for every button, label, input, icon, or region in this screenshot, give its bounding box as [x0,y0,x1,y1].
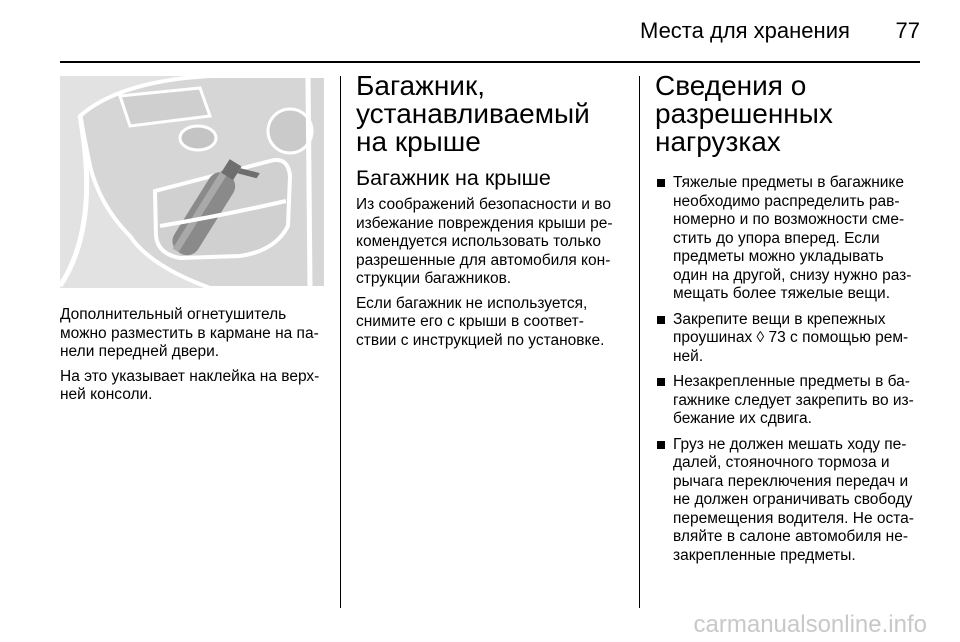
left-column [60,76,326,411]
watermark: carmanualsonline.info [693,611,927,638]
list-item-text: Груз не должен мешать ходу пе-далей, стояночного тормоза и рычага переключения передач и не должен ограничивать свободу перемещения водителя. Не оста-вляйте в салоне автомобиля не-закрепленные предметы. [673,435,914,564]
section-heading: Сведения о разрешенных нагрузках [655,70,833,157]
bullet-square-icon [657,441,665,449]
column-divider [639,76,640,608]
header-divider [60,61,920,63]
list-item [655,311,920,367]
right-column [655,72,920,572]
list-item-text: Тяжелые предметы в багажнике необходимо распределить рав-номерно и по возможности сме-стить до упора вперед. Если предметы можно укладывать один на другой, снизу нужно раз-мещать более тяжелые вещи. [673,174,912,302]
list-item [655,436,920,566]
body-paragraph: Дополнительный огнетушитель можно разместить в кармане на па-нели передней двери. [60,306,319,360]
body-paragraph: Если багажник не используется, снимите его с крыши в соответ-ствии с инструкцией по установке. [356,294,605,349]
list-item [655,373,920,429]
bullet-square-icon [657,179,665,187]
bullet-square-icon [657,378,665,386]
page-header-title: Места для хранения [640,18,850,43]
page-number: 77 [895,18,920,43]
column-divider [340,76,341,608]
door-panel-fire-extinguisher-illustration [60,76,326,288]
section-subheading: Багажник на крыше [356,166,551,190]
list-item-text: Закрепите вещи в крепежных проушинах ◊ 73 с помощью рем-ней. [673,310,909,365]
body-paragraph: Из соображений безопасности и во избежание повреждения крыши ре-комендуется использовать только разрешенные для автомобиля кон-струкции багажников. [356,196,613,287]
load-rules-list [655,174,920,565]
body-paragraph: На это указывает наклейка на верх-ней консоли. [60,367,320,403]
list-item-text: Незакрепленные предметы в ба-гажнике следует закрепить во из-бежание их сдвига. [673,373,914,427]
list-item [655,174,920,304]
middle-column [356,72,624,356]
section-heading: Багажник, устанавливаемый на крыше [356,70,590,157]
bullet-square-icon [657,316,665,324]
